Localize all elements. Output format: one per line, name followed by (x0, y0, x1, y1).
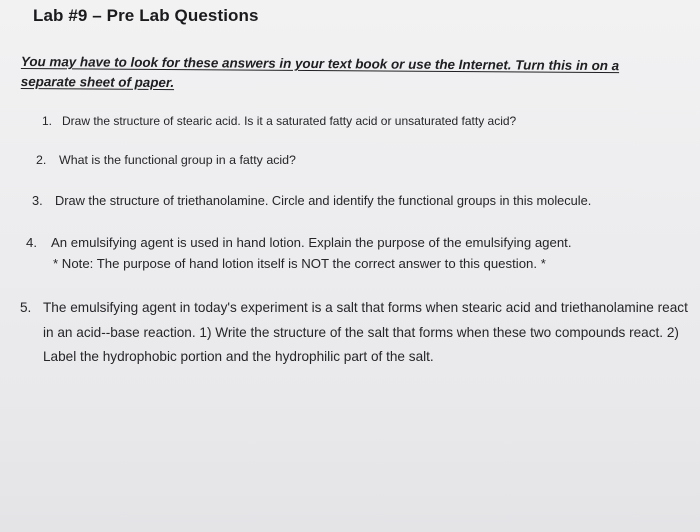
question-text: Draw the structure of triethanolamine. Circle and identify the functional groups in this molecule. (55, 193, 592, 208)
page-title: Lab #9 – Pre Lab Questions (33, 6, 259, 25)
question-1 (42, 111, 642, 132)
question-text: An emulsifying agent is used in hand lotion. Explain the purpose of the emulsifying agent. (51, 235, 572, 250)
question-2 (36, 150, 636, 171)
question-5 (20, 296, 700, 370)
question-number: 1. (42, 114, 53, 128)
instructions (21, 52, 646, 96)
question-4 (26, 232, 666, 274)
question-number: 5. (20, 300, 32, 315)
question-note: * Note: The purpose of hand lotion itself is NOT the correct answer to this question. * (53, 256, 546, 271)
question-number: 4. (26, 235, 37, 250)
question-3 (32, 190, 682, 211)
question-text: What is the functional group in a fatty acid? (59, 153, 296, 167)
question-number: 2. (36, 153, 47, 167)
instructions-text: You may have to look for these answers in your text book or use the Internet. Turn this in on a separate sheet of paper. (20, 53, 620, 91)
question-text: The emulsifying agent in today's experiment is a salt that forms when stearic acid and triethanolamine react in an acid--base reaction. 1) Write the structure of the salt that forms when these two compounds react. 2) Label the hydrophobic portion and the hydrophilic part of the salt. (43, 300, 688, 364)
question-body (51, 232, 666, 274)
question-text: Draw the structure of stearic acid. Is it a saturated fatty acid or unsaturated fatty acid? (62, 114, 517, 128)
question-number: 3. (32, 193, 43, 208)
